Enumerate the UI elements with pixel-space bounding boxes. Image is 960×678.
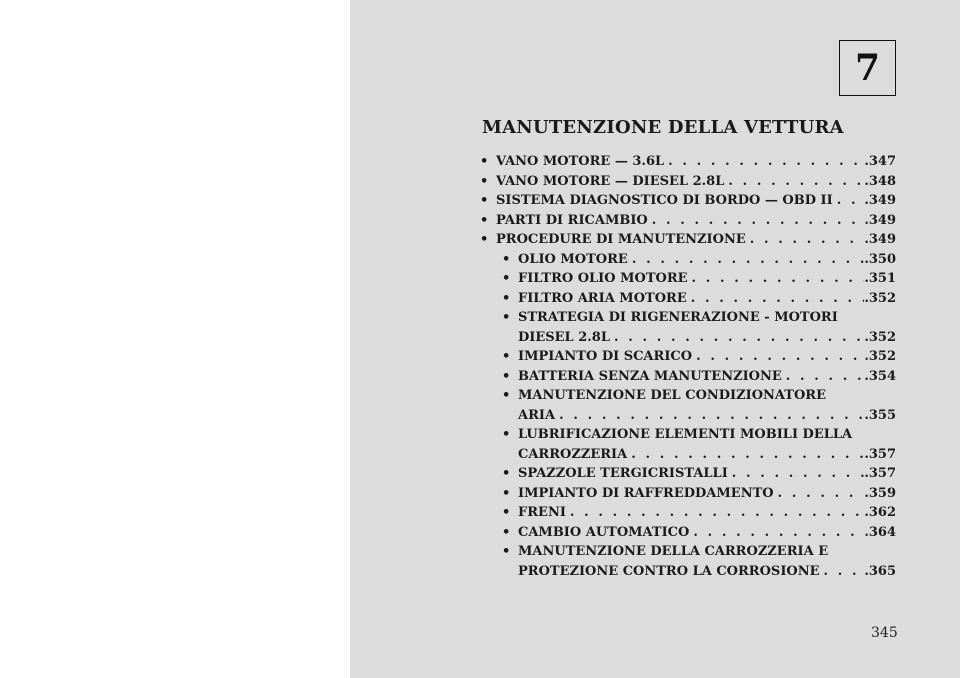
toc-page: .354 [864, 368, 896, 384]
toc-label: SPAZZOLE TERGICRISTALLI [518, 466, 728, 481]
toc-subitem-olio-motore[interactable] [502, 250, 896, 270]
toc-page: .352 [864, 329, 896, 345]
bullet-icon: • [502, 524, 511, 540]
bullet-icon: • [502, 544, 511, 559]
page-number: 345 [871, 625, 898, 641]
toc-label: SISTEMA DIAGNOSTICO DI BORDO — OBD II [496, 193, 833, 208]
toc-label: PROCEDURE DI MANUTENZIONE [496, 232, 746, 247]
toc-label-line1: MANUTENZIONE DELLA CARROZZERIA E [518, 544, 829, 559]
leader-dots [566, 503, 864, 523]
toc-label: VANO MOTORE — 3.6L [496, 154, 665, 169]
bullet-icon: • [502, 290, 511, 306]
toc-item-vano-motore-diesel[interactable] [480, 172, 896, 192]
toc-label: VANO MOTORE — DIESEL 2.8L [496, 173, 725, 189]
bullet-icon: • [480, 212, 489, 228]
toc-subitem-filtro-olio[interactable] [502, 269, 896, 289]
toc-subitem-condizionatore[interactable] [502, 386, 896, 425]
toc-subitem-freni[interactable] [502, 503, 896, 523]
toc-label: PROTEZIONE CONTRO LA CORROSIONE [518, 563, 820, 579]
toc-page: .365 [864, 563, 896, 579]
toc-item-parti-ricambio[interactable] [480, 211, 896, 231]
toc-label: FRENI [518, 505, 566, 520]
leader-dots [728, 464, 865, 484]
bullet-icon: • [502, 310, 511, 325]
toc-page: .347 [864, 154, 896, 169]
toc-label: FILTRO ARIA MOTORE [518, 290, 687, 306]
toc-item-obd[interactable] [480, 191, 896, 211]
bullet-icon: • [480, 193, 489, 208]
section-title: MANUTENZIONE DELLA VETTURA [482, 117, 844, 138]
leader-dots [627, 445, 864, 465]
toc-subitem-spazzole[interactable] [502, 464, 896, 484]
toc-label: CARROZZERIA [518, 446, 628, 462]
toc-label: FILTRO OLIO MOTORE [518, 271, 688, 286]
toc-page: .350 [864, 251, 896, 267]
bullet-icon: • [480, 173, 489, 189]
toc-page: .362 [864, 505, 896, 520]
toc-label: PARTI DI RICAMBIO [496, 212, 648, 228]
leader-dots [648, 211, 865, 231]
toc-label: BATTERIA SENZA MANUTENZIONE [518, 368, 782, 384]
leader-dots [782, 367, 865, 387]
toc-subitem-cambio[interactable] [502, 523, 896, 543]
toc-label-line1: LUBRIFICAZIONE ELEMENTI MOBILI DELLA [518, 427, 853, 442]
bullet-icon: • [480, 154, 489, 169]
toc-label: ARIA [518, 407, 556, 423]
leader-dots [689, 523, 864, 543]
toc-page: .351 [864, 271, 896, 286]
bullet-icon: • [502, 388, 511, 403]
bullet-icon: • [502, 427, 511, 442]
leader-dots [833, 191, 865, 211]
bullet-icon: • [502, 485, 511, 501]
toc-subitem-carrozzeria[interactable] [502, 542, 896, 581]
leader-dots [687, 289, 865, 309]
toc-page: .349 [864, 193, 896, 208]
bullet-icon: • [502, 251, 511, 267]
table-of-contents [480, 152, 896, 581]
toc-page: .348 [864, 173, 896, 189]
toc-subitem-scarico[interactable] [502, 347, 896, 367]
toc-page: .352 [864, 290, 896, 306]
toc-label: IMPIANTO DI SCARICO [518, 349, 693, 364]
leader-dots [820, 562, 865, 582]
toc-page: .359 [864, 485, 896, 501]
toc-label: OLIO MOTORE [518, 251, 628, 267]
leader-dots [774, 484, 865, 504]
leader-dots [664, 152, 864, 172]
leader-dots [746, 230, 865, 250]
toc-label-line1: STRATEGIA DI RIGENERAZIONE - MOTORI [518, 310, 838, 325]
leader-dots [692, 347, 864, 367]
leader-dots [555, 406, 864, 426]
toc-page: .352 [864, 349, 896, 364]
toc-subitem-raffreddamento[interactable] [502, 484, 896, 504]
bullet-icon: • [502, 271, 511, 286]
toc-subitem-batteria[interactable] [502, 367, 896, 387]
toc-page: .364 [864, 524, 896, 540]
toc-item-vano-motore-36[interactable] [480, 152, 896, 172]
toc-subitem-rigenerazione[interactable] [502, 308, 896, 347]
toc-subitem-filtro-aria[interactable] [502, 289, 896, 309]
toc-page: .357 [864, 466, 896, 481]
leader-dots [610, 328, 864, 348]
toc-page: .349 [864, 232, 896, 247]
bullet-icon: • [502, 349, 511, 364]
toc-item-procedure[interactable] [480, 230, 896, 250]
bullet-icon: • [502, 505, 511, 520]
toc-label: CAMBIO AUTOMATICO [518, 524, 690, 540]
leader-dots [628, 250, 865, 270]
chapter-number-box [839, 40, 896, 96]
toc-subitem-lubrificazione[interactable] [502, 425, 896, 464]
toc-label: DIESEL 2.8L [518, 329, 610, 345]
bullet-icon: • [502, 466, 511, 481]
toc-page: .357 [864, 446, 896, 462]
bullet-icon: • [480, 232, 489, 247]
toc-page: .355 [864, 407, 896, 423]
chapter-number: 7 [854, 47, 881, 89]
bullet-icon: • [502, 368, 511, 384]
toc-label: IMPIANTO DI RAFFREDDAMENTO [518, 485, 774, 501]
toc-page: .349 [864, 212, 896, 228]
leader-dots [724, 172, 864, 192]
leader-dots [688, 269, 865, 289]
toc-label-line1: MANUTENZIONE DEL CONDIZIONATORE [518, 388, 826, 403]
